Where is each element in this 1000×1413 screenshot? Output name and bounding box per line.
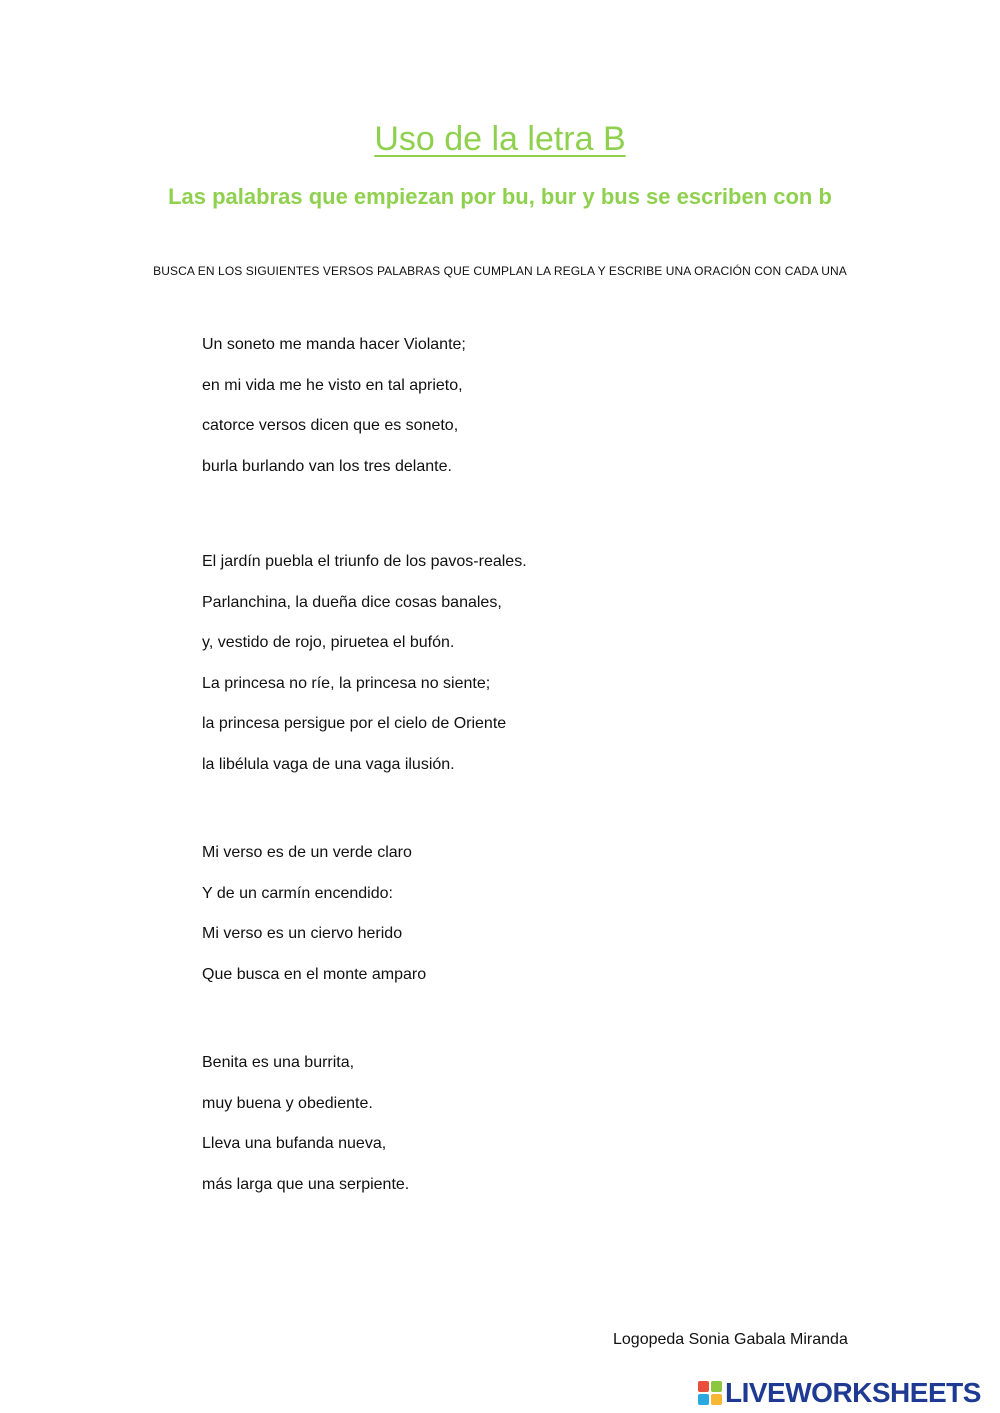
verse-line: Mi verso es un ciervo herido (202, 925, 403, 942)
stanza-4 (202, 1052, 802, 1214)
rule-subtitle: Las palabras que empiezan por bu, bur y bus se escriben con b (168, 184, 832, 209)
verse-line: Un soneto me manda hacer Violante; (202, 336, 466, 353)
verse-line: El jardín puebla el triunfo de los pavos-reales. (202, 553, 527, 570)
author-credit: Logopeda Sonia Gabala Miranda (613, 1331, 848, 1348)
verse-line: en mi vida me he visto en tal aprieto, (202, 376, 463, 394)
verse-line: muy buena y obediente. (202, 1094, 373, 1112)
logo-square (698, 1394, 709, 1405)
verse-line: Lleva una bufanda nueva, (202, 1135, 387, 1152)
verse-line: Que busca en el monte amparo (202, 965, 427, 983)
verse-line: La princesa no ríe, la princesa no siente; (202, 674, 491, 692)
logo-square (698, 1381, 709, 1392)
verse-line: catorce versos dicen que es soneto, (202, 417, 459, 434)
verse-line: Benita es una burrita, (202, 1054, 355, 1071)
verse-line: y, vestido de rojo, piruetea el bufón. (202, 634, 455, 651)
verse-line: más larga que una serpiente. (202, 1175, 410, 1193)
verse-line: la princesa persigue por el cielo de Oriente (202, 715, 507, 732)
brand-name: LIVEWORKSHEETS (725, 1377, 981, 1408)
logo-square (711, 1394, 722, 1405)
stanza-2 (202, 551, 802, 794)
verse-line: la libélula vaga de una vaga ilusión. (202, 755, 455, 773)
liveworksheets-logo-icon (698, 1381, 722, 1405)
stanza-1 (202, 334, 802, 496)
verse-line: Y de un carmín encendido: (202, 884, 393, 902)
verse-line: Parlanchina, la dueña dice cosas banales, (202, 593, 502, 611)
brand-watermark[interactable] (698, 1378, 981, 1408)
verse-line: Mi verso es de un verde claro (202, 844, 412, 861)
page-title: Uso de la letra B (374, 120, 626, 158)
exercise-instruction: BUSCA EN LOS SIGUIENTES VERSOS PALABRAS QUE CUMPLAN LA REGLA Y ESCRIBE UNA ORACIÓN CON CADA UNA (153, 264, 847, 278)
logo-square (711, 1381, 722, 1392)
stanza-3 (202, 842, 802, 1004)
verse-line: burla burlando van los tres delante. (202, 457, 452, 475)
